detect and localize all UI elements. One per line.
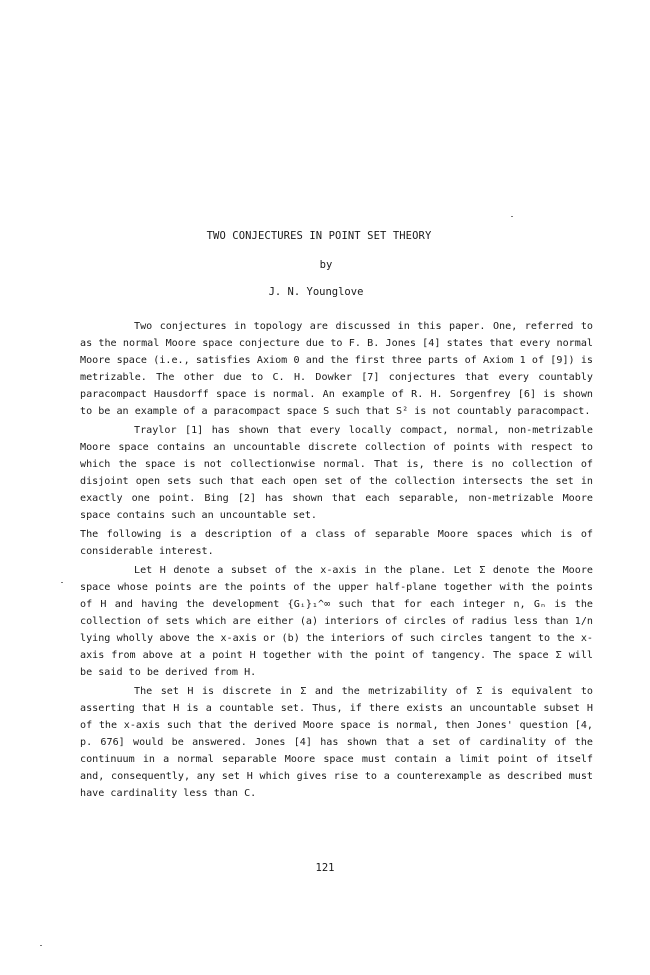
paragraph-1: Two conjectures in topology are discussed in this paper. One, referred to as the normal Moore space conjecture due to F. B. Jones [4] states that every normal Moore space (i.e., satisfies Axiom 0 and the first three parts of Axiom 1 of [9]) is metrizable. The other due to C. H. Dowker [7] conjectures that every countably paracompact Hausdorff space is normal. An example of R. H. Sorgenfrey [6] is shown to be an example of a paracompact space S such that S² is not countably paracompact. bbox=[80, 321, 593, 417]
scan-speck bbox=[40, 945, 42, 946]
byline-by: by bbox=[319, 259, 333, 271]
author-name: J. N. Younglove bbox=[268, 286, 364, 298]
page-number: 121 bbox=[315, 862, 335, 874]
paragraph-3: The following is a description of a class of separable Moore spaces which is of considerable interest. bbox=[80, 529, 593, 557]
body-text bbox=[80, 318, 593, 804]
scan-speck bbox=[511, 216, 513, 217]
scan-speck bbox=[61, 582, 63, 583]
paragraph-5: The set H is discrete in Σ and the metrizability of Σ is equivalent to asserting that H is a countable set. Thus, if there exists an uncountable subset H of the x-axis such that the derived Moore space is normal, then Jones' question [4, p. 676] would be answered. Jones [4] has shown that a set of cardinality of the continuum in a normal separable Moore space must contain a limit point of itself and, consequently, any set H which gives rise to a counterexample as described must have cardinality less than C. bbox=[80, 686, 593, 799]
paper-title: TWO CONJECTURES IN POINT SET THEORY bbox=[206, 230, 432, 242]
paragraph-2: Traylor [1] has shown that every locally compact, normal, non-metrizable Moore space contains an uncountable discrete collection of points with respect to which the space is not collectionwise normal. That is, there is no collection of disjoint open sets such that each open set of the collection intersects the set in exactly one point. Bing [2] has shown that each separable, non-metrizable Moore space contains such an uncountable set. bbox=[80, 425, 593, 521]
paragraph-4: Let H denote a subset of the x-axis in the plane. Let Σ denote the Moore space whose points are the points of the upper half-plane together with the points of H and having the development {Gᵢ}₁^∞ such that for each integer n, Gₙ is the collection of sets which are either (a) interiors of circles of radius less than 1/n lying wholly above the x-axis or (b) the interiors of such circles tangent to the x-axis from above at a point H together with the point of tangency. The space Σ will be said to be derived from H. bbox=[80, 565, 593, 678]
